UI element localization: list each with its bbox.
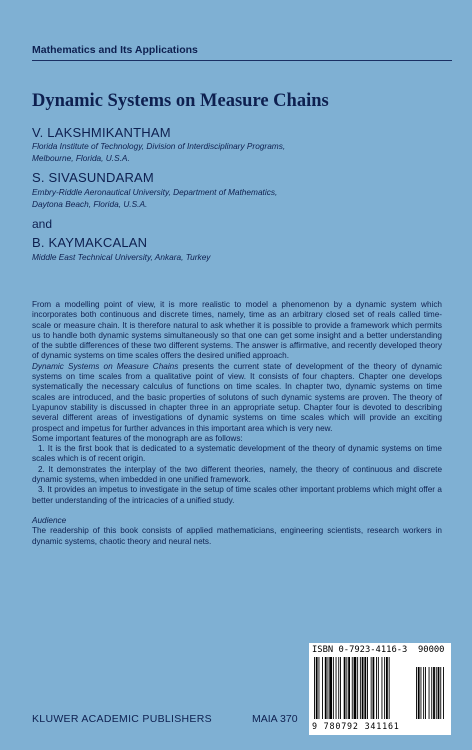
and-connector: and (32, 217, 53, 231)
book-title-inline: Dynamic Systems on Measure Chains (32, 361, 179, 371)
barcode-addon-bar (431, 667, 432, 719)
barcode-bar (384, 657, 385, 719)
author-name-2: S. SIVASUNDARAM (32, 170, 154, 185)
barcode-bar (357, 657, 358, 719)
barcode-bar (382, 657, 383, 719)
barcode-addon-bar (418, 667, 420, 719)
barcode-addon-bar (425, 667, 426, 719)
barcode-bar (329, 657, 332, 719)
barcode-bar (344, 657, 346, 719)
barcode-bar (352, 657, 353, 719)
affiliation-line: Embry-Riddle Aeronautical University, Department of Mathematics, (32, 187, 278, 197)
publisher-name: KLUWER ACADEMIC PUBLISHERS (32, 713, 212, 725)
barcode-bar (338, 657, 339, 719)
affiliation-line: Florida Institute of Technology, Division of Interdisciplinary Programs, (32, 141, 286, 151)
barcode-bar (367, 657, 368, 719)
barcode-bar (373, 657, 375, 719)
barcode-bar (319, 657, 320, 719)
book-title: Dynamic Systems on Measure Chains (32, 91, 329, 111)
feature-item-2: 2. It demonstrates the interplay of the two different theories, namely, the theory of continuous and discrete dynamic systems, when imbedded in one unified framework. (32, 464, 442, 485)
barcode-bar (364, 657, 366, 719)
audience-text: The readership of this book consists of applied mathematicians, engineering scientists, research workers in dynamic systems, chaotic theory and neural nets. (32, 526, 442, 546)
series-name: Mathematics and Its Applications (32, 44, 198, 56)
barcode-addon-bar (423, 667, 424, 719)
series-number: MAIA 370 (252, 713, 298, 725)
barcode-bar (348, 657, 350, 719)
barcode-bar (362, 657, 364, 719)
barcode-bar (346, 657, 347, 719)
feature-item-1: 1. It is the first book that is dedicated to a systematic development of the theory of dynamic systems on time scales which is of recent origin. (32, 444, 442, 464)
blurb-paragraph-1: From a modelling point of view, it is more realistic to model a phenomenon by a dynamic system which incorporates both continuous and discrete times, namely, time as an arbitrary closed set of reals called time-scale or measure chain. It is therefore natural to ask whether it is possible to provide a framework which permits us to handle both dynamic systems simultaneously so that one can get some insight and a better understanding of the subtle differences of these two different systems. The answer is affirmative, and recently developed theory of dynamic systems on time scales offers the desired unified approach. (32, 300, 442, 361)
barcode-addon-bar (429, 667, 430, 719)
barcode-bar (340, 657, 341, 719)
barcode-bar (336, 657, 337, 719)
barcode-bar (322, 657, 323, 719)
barcode-addon-bar (440, 667, 441, 719)
barcode-bar (314, 657, 315, 719)
barcode-bar (389, 657, 390, 719)
barcode-bar (378, 657, 379, 719)
audience-heading: Audience (32, 515, 67, 525)
author-affiliation-2 (32, 187, 277, 210)
features-intro: Some important features of the monograph are as follows: (32, 433, 243, 443)
barcode-addon-bar (416, 667, 417, 719)
barcode-icon (312, 657, 448, 721)
barcode-bar (316, 657, 318, 719)
barcode-bar (328, 657, 329, 719)
blurb-paragraph-2 (32, 362, 442, 434)
affiliation-line: Middle East Technical University, Ankara, Turkey (32, 252, 211, 262)
barcode-bar (386, 657, 388, 719)
barcode-addon-number: 90000 (418, 645, 445, 655)
header-rule (32, 60, 452, 61)
barcode-bar (333, 657, 334, 719)
barcode-bar (325, 657, 327, 719)
author-affiliation-3 (32, 252, 210, 264)
spacer (32, 506, 442, 516)
barcode-addon-bar (421, 667, 422, 719)
barcode-addon-bar (443, 667, 444, 719)
affiliation-line: Daytona Beach, Florida, U.S.A. (32, 198, 148, 209)
barcode-bar (376, 657, 377, 719)
author-name-1: V. LAKSHMIKANTHAM (32, 125, 171, 140)
affiliation-line: Melbourne, Florida, U.S.A. (32, 152, 130, 163)
barcode-bar (371, 657, 372, 719)
barcode-addon-bar (438, 667, 440, 719)
barcode-addon-bar (433, 667, 435, 719)
paragraph-text: presents the current state of development of the theory of dynamic systems on time scales from a qualitative point of view. It consists of four chapters. Chapter one develops systematically the necessary calculus of functions on time scales. In chapter two, dynamic systems on time scales are introduced, and the basic properties of solutons of such dynamic systems are proven. The theory of Lyapunov stability is discussed in chapter three in an appropriate setup. Chapter four is devoted to describing several different areas of investigations of dynamic systems on time scales which will provide an exciting prospect and impetus for further advances in this important area which is very new. (32, 361, 442, 433)
barcode-addon-bar (436, 667, 437, 719)
author-affiliation-1 (32, 141, 285, 164)
blurb (32, 300, 442, 547)
barcode-bar (360, 657, 361, 719)
author-name-3: B. KAYMAKCALAN (32, 235, 148, 250)
barcode-bar (354, 657, 357, 719)
isbn-text: ISBN 0-7923-4116-3 (312, 645, 408, 655)
feature-item-3: 3. It provides an impetus to investigate in the setup of time scales other important problems which might offer a better understanding of the intricacies of a unified study. (32, 485, 442, 505)
barcode-number: 9 780792 341161 (312, 721, 400, 731)
